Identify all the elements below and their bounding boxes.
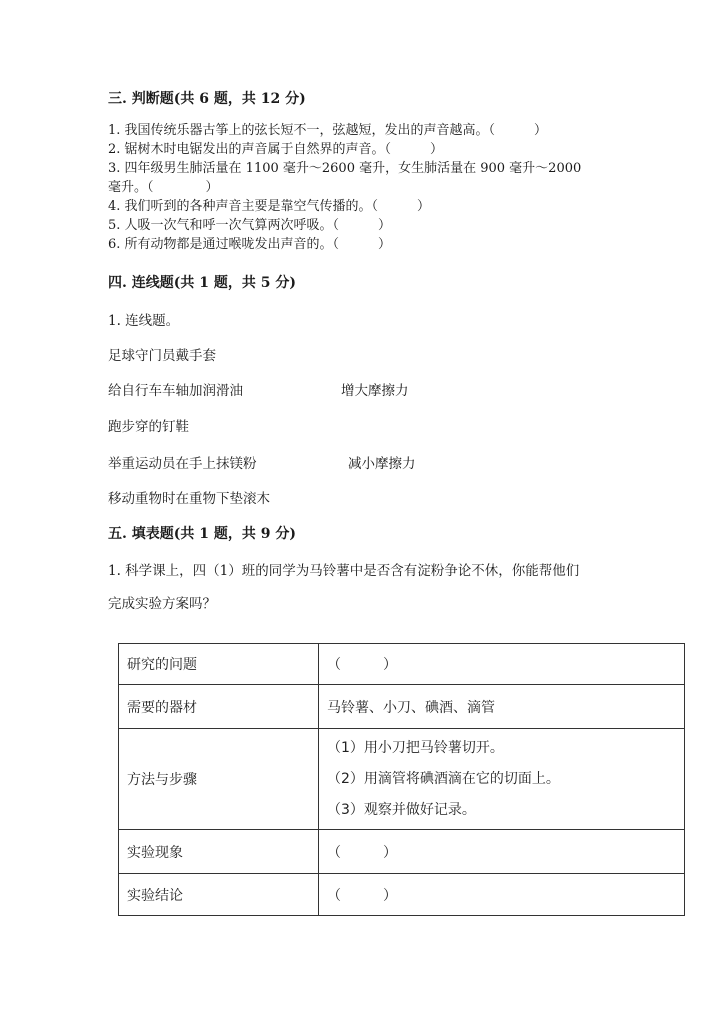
judgment-question-5: 5. 人吸一次气和呼一次气算两次呼吸。（ ） xyxy=(108,218,392,233)
judgment-question-6: 6. 所有动物都是通过喉咙发出声音的。（ ） xyxy=(108,237,392,252)
matching-left-item-5: 移动重物时在重物下垫滚木 xyxy=(108,491,270,507)
row-value-method xyxy=(319,729,685,830)
table-row xyxy=(119,685,685,729)
matching-right-item-2: 减小摩擦力 xyxy=(348,456,416,472)
row-value-research-question: （ ） xyxy=(319,644,685,685)
row-value-conclusion: （ ） xyxy=(319,874,685,916)
table-row xyxy=(119,830,685,874)
judgment-question-3: 3. 四年级男生肺活量在 1100 毫升～2600 毫升，女生肺活量在 900 毫升～2000 xyxy=(108,161,582,176)
fill-table-question-cont: 完成实验方案吗？ xyxy=(108,596,216,612)
row-value-materials: 马铃薯、小刀、碘酒、滴管 xyxy=(319,685,685,729)
judgment-question-2: 2. 锯树木时电锯发出的声音属于自然界的声音。（ ） xyxy=(108,142,444,157)
method-step-2: （2）用滴管将碘酒滴在它的切面上。 xyxy=(327,770,560,787)
row-label-conclusion: 实验结论 xyxy=(119,874,319,916)
matching-left-item-2: 给自行车车轴加润滑油 xyxy=(108,383,243,399)
row-value-phenomenon: （ ） xyxy=(319,830,685,874)
table-row xyxy=(119,874,685,916)
row-label-materials: 需要的器材 xyxy=(119,685,319,729)
row-label-method: 方法与步骤 xyxy=(119,729,319,830)
section-4-title: 四. 连线题(共 1 题，共 5 分) xyxy=(108,275,296,291)
row-label-research-question: 研究的问题 xyxy=(119,644,319,685)
experiment-table xyxy=(118,643,685,916)
table-row xyxy=(119,644,685,685)
judgment-question-3-cont: 毫升。（ ） xyxy=(108,180,219,195)
judgment-question-4: 4. 我们听到的各种声音主要是靠空气传播的。（ ） xyxy=(108,199,431,214)
section-3-title: 三. 判断题(共 6 题，共 12 分) xyxy=(108,91,306,107)
matching-left-item-1: 足球守门员戴手套 xyxy=(108,348,216,364)
method-step-1: （1）用小刀把马铃薯切开。 xyxy=(327,739,504,756)
matching-left-item-4: 举重运动员在手上抹镁粉 xyxy=(108,456,257,472)
section-5-title: 五. 填表题(共 1 题，共 9 分) xyxy=(108,526,296,542)
matching-question: 1. 连线题。 xyxy=(108,313,180,329)
matching-left-item-3: 跑步穿的钉鞋 xyxy=(108,419,189,435)
method-step-3: （3）观察并做好记录。 xyxy=(327,801,476,818)
table-row xyxy=(119,729,685,830)
fill-table-question: 1. 科学课上，四（1）班的同学为马铃薯中是否含有淀粉争论不休，你能帮他们 xyxy=(108,563,580,579)
judgment-question-1: 1. 我国传统乐器古筝上的弦长短不一，弦越短，发出的声音越高。（ ） xyxy=(108,123,548,138)
row-label-phenomenon: 实验现象 xyxy=(119,830,319,874)
matching-right-item-1: 增大摩擦力 xyxy=(341,383,409,399)
